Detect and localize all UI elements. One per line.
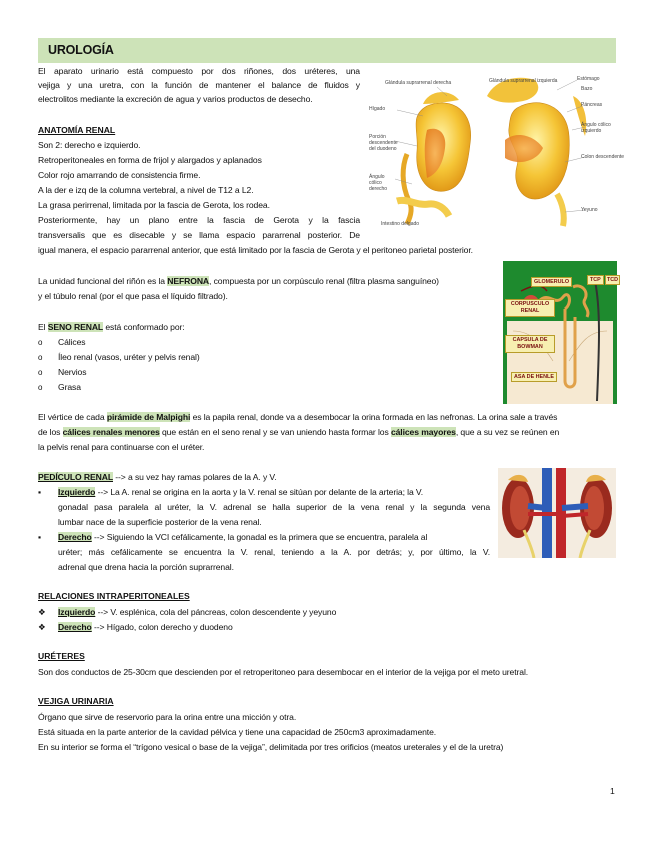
list-bullet: o	[38, 338, 43, 347]
pediculo-izq-line-2: gonadal pasa paralela al uréter, la V. adrenal se halla superior de la vena renal y la segunda vena	[58, 502, 490, 512]
piramide-post: es la papila renal, donde va a desembocar la orina formada en las nefronas. La orina sale a través	[190, 412, 558, 422]
relaciones-izq	[58, 606, 336, 619]
seno-term: SENO RENAL	[47, 322, 104, 332]
vejiga-line-1: Órgano que sirve de reservorio para la orina entre una micción y otra.	[38, 712, 297, 722]
heading-vejiga: VEJIGA URINARIA	[38, 696, 114, 706]
der-text-1: --> Siguiendo la VCI cefálicamente, la gonadal es la primera que se encuentra, paralela al	[91, 532, 428, 542]
seno-pre: El	[38, 322, 48, 332]
kidney-anatomy-figure	[367, 66, 625, 231]
vejiga-line-3: En su interior se forma el “trígono vesical o base de la vejiga”, delimitada por tres orificios (meatos ureterales y el de la uretra)	[38, 742, 504, 752]
page-title: UROLOGÍA	[48, 43, 114, 57]
term-derecho: Derecho	[58, 532, 92, 542]
piramide-line-2	[38, 426, 559, 439]
list-bullet: o	[38, 353, 43, 362]
piramide-line-1	[38, 411, 557, 424]
label-colon-descending: Colon descendente	[581, 154, 625, 160]
pediculo-der-line-2: uréter; más cefálicamente se encuentra la V. renal, teniendo a la A. por detrás; y, por último, la V.	[58, 547, 490, 557]
label-glomerulo: GLOMERULO	[531, 277, 572, 287]
nefrona-post: , compuesta por un corpúsculo renal (filtra plasma sanguíneo)	[209, 276, 439, 286]
bullet: ▪	[38, 487, 41, 497]
intro-line-3: electrolitos mediante la excreción de agua y varios productos de desecho.	[38, 94, 313, 104]
posterior-line-1: Posteriormente, hay un plano entre la fascia de Gerota y la fascia	[38, 215, 360, 225]
term-izquierdo: Izquierdo	[58, 487, 96, 497]
label-hepatic-flexure: Ángulo cólico derecho	[369, 174, 388, 192]
page-number: 1	[610, 786, 615, 796]
list-bullet: o	[38, 383, 43, 392]
rel-term-derecho: Derecho	[58, 622, 92, 632]
vejiga-line-2: Está situada en la parte anterior de la cavidad pélvica y tiene una capacidad de 250cm3 aproximadamente.	[38, 727, 437, 737]
label-capsula: CAPSULA DE BOWMAN	[505, 335, 555, 353]
label-jejunum: Yeyuno	[581, 207, 598, 213]
calices-menores: cálices renales menores	[62, 427, 160, 437]
label-adrenal-right: Glándula suprarrenal derecha	[385, 80, 452, 86]
label-tcd: TCD	[607, 277, 619, 283]
seno-item-2: Íleo renal (vasos, uréter y pelvis renal)	[58, 352, 200, 362]
diamond-bullet: ❖	[38, 607, 46, 617]
posterior-line-2: transversalis que es disecable y se llama espacio pararrenal posterior. De	[38, 230, 360, 240]
calices-mayores: cálices mayores	[390, 427, 456, 437]
label-adrenal-left: Glándula suprarrenal izquierda	[489, 78, 558, 84]
anatomia-line-1: Son 2: derecho e izquierdo.	[38, 140, 141, 150]
piramide-pre: El vértice de cada	[38, 412, 107, 422]
calices-post: , que a su vez se reúnen en	[455, 427, 560, 437]
ureteres-text: Son dos conductos de 25-30cm que descienden por el retroperitoneo para desembocar en el interior de la vejiga por el meto uretral.	[38, 667, 529, 677]
nephron-figure	[503, 261, 617, 404]
rel-der-text: --> Hígado, colon derecho y duodeno	[91, 622, 233, 632]
nefrona-line-1	[38, 275, 439, 288]
label-liver: Hígado	[369, 106, 386, 112]
heading-anatomia-renal: ANATOMÍA RENAL	[38, 125, 116, 135]
label-duodenum: Porción descendente del duodeno	[369, 134, 398, 152]
label-asa-henle: ASA DE HENLE	[511, 372, 557, 382]
pediculo-der-line-3: adrenal que drena hacia la porción suprarrenal.	[58, 562, 234, 572]
calices-pre: de los	[38, 427, 63, 437]
intro-line-2: vejiga y una uretra, con la función de mantener el balance de fluidos y	[38, 80, 360, 90]
seno-item-3: Nervios	[58, 367, 87, 377]
calices-mid: que están en el seno renal y se van uniendo hasta formar los	[159, 427, 391, 437]
posterior-line-3: igual manera, el espacio pararrenal anterior, que está limitado por la fascia de Gerota y el peritoneo parietal posterior.	[38, 245, 473, 255]
izq-text-1: --> La A. renal se origina en la aorta y la V. renal se sitúan por delante de la arteria; la V.	[95, 487, 424, 497]
kidney-anatomy-illustration	[367, 66, 617, 231]
seno-post: está conformado por:	[103, 322, 185, 332]
label-corpusculo: CORPUSCULO RENAL	[505, 299, 555, 317]
anatomia-line-4: A la der e izq de la columna vertebral, a nivel de T12 a L2.	[38, 185, 254, 195]
diamond-bullet: ❖	[38, 622, 46, 632]
label-stomach: Estómago	[577, 76, 600, 82]
renal-vessels-illustration	[498, 468, 616, 558]
rel-term-izquierdo: Izquierdo	[58, 607, 96, 617]
label-pancreas: Páncreas	[581, 102, 603, 108]
pediculo-post: --> a su vez hay ramas polares de la A. y V.	[113, 472, 277, 482]
anatomia-line-5: La grasa perirrenal, limitada por la fascia de Gerota, los rodea.	[38, 200, 270, 210]
relaciones-der	[58, 621, 233, 634]
anatomia-line-3: Color rojo amarrando de consistencia firme.	[38, 170, 201, 180]
label-splenic-flexure: Ángulo cólico izquierdo	[581, 122, 611, 134]
piramide-line-3: la pelvis renal para continuarse con el uréter.	[38, 442, 205, 452]
heading-pediculo-renal: PEDÍCULO RENAL	[38, 472, 113, 482]
nefrona-pre: La unidad funcional del riñón es la	[38, 276, 168, 286]
list-bullet: o	[38, 368, 43, 377]
piramide-term: pirámide de Malpighi	[106, 412, 191, 422]
title-bar	[38, 38, 616, 63]
pediculo-der-line-1	[58, 531, 427, 544]
pediculo-heading-line	[38, 471, 277, 484]
seno-item-4: Grasa	[58, 382, 81, 392]
pediculo-izq-line-1	[58, 486, 423, 499]
intro-line-1: El aparato urinario está compuesto por dos riñones, dos uréteres, una	[38, 66, 360, 76]
heading-ureteres: URÉTERES	[38, 651, 85, 661]
label-tcp: TCP	[587, 275, 604, 285]
seno-item-1: Cálices	[58, 337, 86, 347]
renal-vessels-figure	[498, 468, 616, 558]
label-small-intestine: Intestino delgado	[381, 221, 420, 227]
nefrona-line-2: y el túbulo renal (por el que pasa el líquido filtrado).	[38, 291, 228, 301]
bullet: ▪	[38, 532, 41, 542]
seno-line	[38, 321, 185, 334]
pediculo-izq-line-3: lumbar nace de la superficie posterior de la vena renal.	[58, 517, 262, 527]
anatomia-line-2: Retroperitoneales en forma de frijol y alargados y aplanados	[38, 155, 262, 165]
nefrona-term: NEFRONA	[167, 276, 210, 286]
heading-relaciones: RELACIONES INTRAPERITONEALES	[38, 591, 190, 601]
label-spleen: Bazo	[581, 86, 593, 92]
rel-izq-text: --> V. esplénica, cola del páncreas, colon descendente y yeyuno	[95, 607, 337, 617]
